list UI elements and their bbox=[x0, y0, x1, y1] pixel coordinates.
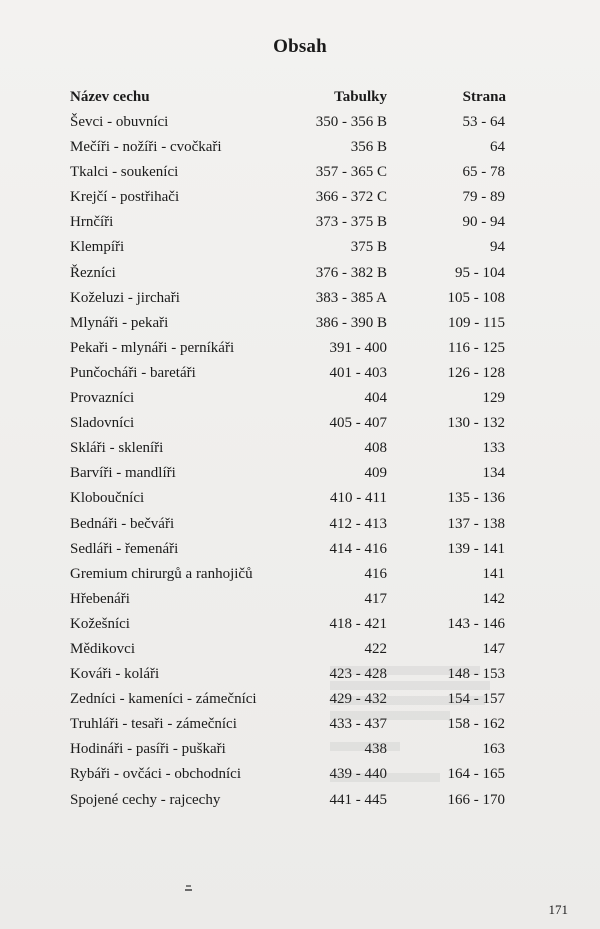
table-range: 366 - 372 C bbox=[315, 189, 387, 206]
guild-name: Krejčí - postřihači bbox=[70, 189, 180, 206]
table-row bbox=[0, 788, 600, 813]
column-header-page: Strana bbox=[462, 89, 506, 105]
table-row bbox=[0, 235, 600, 260]
table-row bbox=[0, 687, 600, 712]
table-range: 404 bbox=[364, 390, 387, 407]
page-range: 141 bbox=[482, 565, 505, 582]
table-range: 375 B bbox=[350, 239, 387, 256]
page-range: 133 bbox=[482, 440, 505, 457]
table-row bbox=[0, 160, 600, 185]
table-range: 408 bbox=[364, 440, 387, 457]
guild-name: Skláři - skleníři bbox=[70, 440, 164, 457]
table-range: 441 - 445 bbox=[329, 791, 387, 808]
table-row bbox=[0, 411, 600, 436]
guild-name: Tkalci - soukeníci bbox=[70, 164, 179, 181]
guild-name: Bednáři - bečváři bbox=[70, 515, 175, 532]
table-row bbox=[0, 762, 600, 787]
table-range: 357 - 365 C bbox=[315, 164, 387, 181]
table-range: 383 - 385 A bbox=[315, 289, 387, 306]
page-title: Obsah bbox=[273, 36, 327, 57]
guild-name: Sladovníci bbox=[70, 415, 135, 432]
guild-name: Mlynáři - pekaři bbox=[70, 314, 169, 331]
table-row bbox=[0, 286, 600, 311]
column-header-name: Název cechu bbox=[70, 89, 150, 105]
table-range: 422 bbox=[364, 640, 387, 657]
table-range: 405 - 407 bbox=[329, 415, 387, 432]
table-row bbox=[0, 712, 600, 737]
guild-name: Gremium chirurgů a ranhojičů bbox=[70, 565, 253, 582]
page-range: 164 - 165 bbox=[447, 766, 505, 783]
page-range: 158 - 162 bbox=[447, 716, 505, 733]
table-row bbox=[0, 737, 600, 762]
table-row bbox=[0, 336, 600, 361]
table-range: 373 - 375 B bbox=[315, 214, 387, 231]
table-row bbox=[0, 486, 600, 511]
table-row bbox=[0, 436, 600, 461]
table-range: 439 - 440 bbox=[329, 766, 387, 783]
table-row bbox=[0, 261, 600, 286]
table-range: 417 bbox=[364, 590, 387, 607]
page-range: 163 bbox=[482, 741, 505, 758]
page-range: 147 bbox=[482, 640, 505, 657]
page-range: 109 - 115 bbox=[448, 314, 505, 331]
page-range: 64 bbox=[490, 139, 505, 156]
page-range: 166 - 170 bbox=[447, 791, 505, 808]
table-row bbox=[0, 587, 600, 612]
table-row bbox=[0, 662, 600, 687]
table-row bbox=[0, 562, 600, 587]
table-row bbox=[0, 537, 600, 562]
guild-name: Hodináři - pasíři - puškaři bbox=[70, 741, 226, 758]
guild-name: Hrnčíři bbox=[70, 214, 114, 231]
column-header-tables: Tabulky bbox=[334, 89, 387, 105]
table-range: 401 - 403 bbox=[329, 364, 387, 381]
table-range: 391 - 400 bbox=[329, 339, 387, 356]
guild-name: Koželuzi - jirchaři bbox=[70, 289, 180, 306]
guild-name: Mědikovci bbox=[70, 640, 135, 657]
guild-name: Sedláři - řemenáři bbox=[70, 540, 179, 557]
page-range: 126 - 128 bbox=[447, 364, 505, 381]
table-range: 409 bbox=[364, 465, 387, 482]
page-range: 105 - 108 bbox=[447, 289, 505, 306]
guild-name: Mečíři - nožíři - cvočkaři bbox=[70, 139, 222, 156]
table-range: 414 - 416 bbox=[329, 540, 387, 557]
guild-name: Hřebenáři bbox=[70, 590, 130, 607]
guild-name: Spojené cechy - rajcechy bbox=[70, 791, 221, 808]
page-range: 135 - 136 bbox=[447, 490, 505, 507]
table-row bbox=[0, 361, 600, 386]
page-range: 137 - 138 bbox=[447, 515, 505, 532]
table-range: 350 - 356 B bbox=[315, 114, 387, 130]
page-range: 142 bbox=[482, 590, 505, 607]
table-range: 423 - 428 bbox=[329, 666, 387, 683]
table-row bbox=[0, 612, 600, 637]
table-range: 376 - 382 B bbox=[315, 264, 387, 281]
table-row bbox=[0, 461, 600, 486]
table-range: 410 - 411 bbox=[330, 490, 387, 507]
table-row bbox=[0, 311, 600, 336]
page-range: 143 - 146 bbox=[447, 615, 505, 632]
page-range: 130 - 132 bbox=[447, 415, 505, 432]
table-range: 418 - 421 bbox=[329, 615, 387, 632]
guild-name: Barvíři - mandlíři bbox=[70, 465, 176, 482]
page-range: 129 bbox=[482, 390, 505, 407]
page-range: 94 bbox=[490, 239, 505, 256]
table-row bbox=[0, 210, 600, 235]
guild-name: Klempíři bbox=[70, 239, 125, 256]
table-row bbox=[0, 135, 600, 160]
contents-table bbox=[0, 110, 600, 813]
guild-name: Truhláři - tesaři - zámečníci bbox=[70, 716, 237, 733]
table-row bbox=[0, 110, 600, 135]
guild-name: Pekaři - mlynáři - perníkáři bbox=[70, 339, 235, 356]
page-range: 134 bbox=[482, 465, 505, 482]
smudge-mark bbox=[184, 883, 194, 893]
table-range: 438 bbox=[364, 741, 387, 758]
guild-name: Kováři - koláři bbox=[70, 666, 160, 683]
page-range: 90 - 94 bbox=[462, 214, 505, 231]
table-row bbox=[0, 185, 600, 210]
page-range: 116 - 125 bbox=[448, 339, 505, 356]
guild-name: Kožešníci bbox=[70, 615, 130, 632]
table-range: 356 B bbox=[350, 139, 387, 156]
page-range: 79 - 89 bbox=[462, 189, 505, 206]
page-range: 65 - 78 bbox=[462, 164, 505, 181]
table-range: 429 - 432 bbox=[329, 691, 387, 708]
table-row bbox=[0, 512, 600, 537]
table-range: 433 - 437 bbox=[329, 716, 387, 733]
guild-name: Zedníci - kameníci - zámečníci bbox=[70, 691, 257, 708]
page-range: 148 - 153 bbox=[447, 666, 505, 683]
page-number: 171 bbox=[548, 902, 568, 917]
table-row bbox=[0, 637, 600, 662]
guild-name: Punčocháři - baretáři bbox=[70, 364, 196, 381]
table-row bbox=[0, 386, 600, 411]
page-range: 53 - 64 bbox=[462, 114, 505, 130]
page-range: 95 - 104 bbox=[455, 264, 505, 281]
page-range: 139 - 141 bbox=[447, 540, 505, 557]
guild-name: Ševci - obuvníci bbox=[70, 114, 169, 130]
guild-name: Řezníci bbox=[70, 264, 116, 281]
guild-name: Provazníci bbox=[70, 390, 135, 407]
table-range: 416 bbox=[364, 565, 387, 582]
table-range: 386 - 390 B bbox=[315, 314, 387, 331]
table-range: 412 - 413 bbox=[329, 515, 387, 532]
guild-name: Kloboučníci bbox=[70, 490, 145, 507]
guild-name: Rybáři - ovčáci - obchodníci bbox=[70, 766, 242, 783]
page-range: 154 - 157 bbox=[447, 691, 505, 708]
